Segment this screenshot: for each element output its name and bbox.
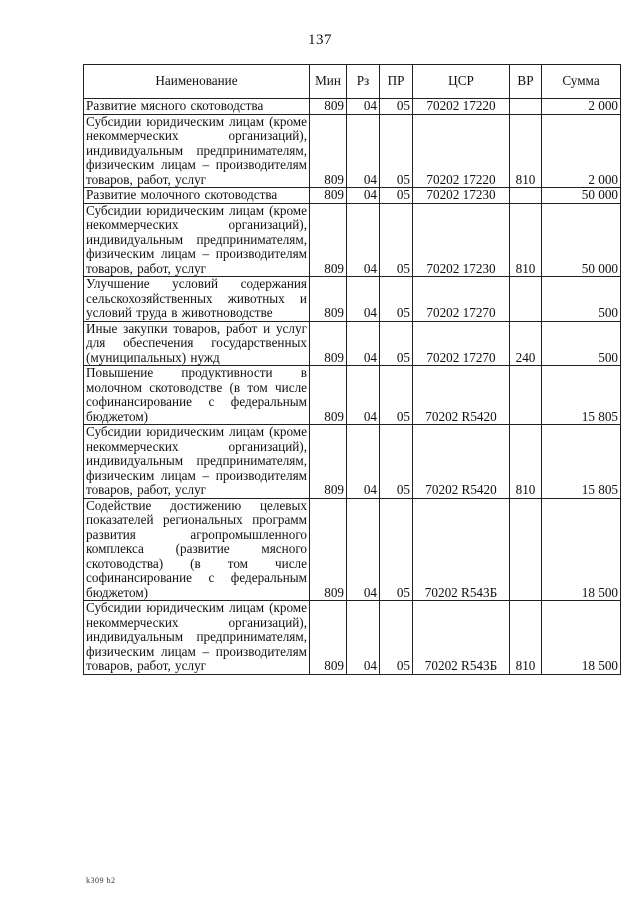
row-csr: 70202 17270 <box>413 321 510 366</box>
row-vr <box>510 188 542 204</box>
page-number: 137 <box>308 32 332 48</box>
row-vr: 810 <box>510 601 542 675</box>
row-min: 809 <box>310 277 347 322</box>
row-pr: 05 <box>380 114 413 188</box>
row-csr: 70202 17270 <box>413 277 510 322</box>
row-csr: 70202 17220 <box>413 99 510 115</box>
row-rz: 04 <box>347 498 380 601</box>
row-rz: 04 <box>347 366 380 425</box>
row-rz: 04 <box>347 203 380 277</box>
row-pr: 05 <box>380 321 413 366</box>
row-rz: 04 <box>347 425 380 499</box>
row-name: Содействие достижению целевых показателей региональных программ развития агропромышленного комплекса (развитие мясного скотоводства) (в том числе софинансирование с федеральным бюджетом) <box>84 498 310 601</box>
footer-code: k309 b2 <box>86 876 116 885</box>
table-row <box>84 188 621 204</box>
row-csr: 70202 R5420 <box>413 425 510 499</box>
header-rz: Рз <box>347 65 380 99</box>
row-sum: 18 500 <box>542 601 621 675</box>
row-sum: 18 500 <box>542 498 621 601</box>
row-vr <box>510 99 542 115</box>
header-vr: ВР <box>510 65 542 99</box>
row-vr <box>510 498 542 601</box>
row-rz: 04 <box>347 99 380 115</box>
row-pr: 05 <box>380 188 413 204</box>
row-name: Субсидии юридическим лицам (кроме некоммерческих организаций), индивидуальным предпринимателям, физическим лицам – производителям товаров, работ, услуг <box>84 203 310 277</box>
row-vr: 810 <box>510 425 542 499</box>
table-row <box>84 321 621 366</box>
row-sum: 50 000 <box>542 188 621 204</box>
row-vr: 240 <box>510 321 542 366</box>
row-rz: 04 <box>347 321 380 366</box>
row-csr: 70202 R543Б <box>413 498 510 601</box>
row-rz: 04 <box>347 114 380 188</box>
row-min: 809 <box>310 425 347 499</box>
row-pr: 05 <box>380 203 413 277</box>
row-min: 809 <box>310 498 347 601</box>
row-name: Улучшение условий содержания сельскохозяйственных животных и условий труда в животноводстве <box>84 277 310 322</box>
row-min: 809 <box>310 188 347 204</box>
row-min: 809 <box>310 203 347 277</box>
row-min: 809 <box>310 99 347 115</box>
row-pr: 05 <box>380 425 413 499</box>
row-rz: 04 <box>347 601 380 675</box>
row-pr: 05 <box>380 366 413 425</box>
row-min: 809 <box>310 366 347 425</box>
row-name: Развитие молочного скотоводства <box>84 188 310 204</box>
row-csr: 70202 17220 <box>413 114 510 188</box>
header-sum: Сумма <box>542 65 621 99</box>
row-name: Иные закупки товаров, работ и услуг для обеспечения государственных (муниципальных) нужд <box>84 321 310 366</box>
table-row <box>84 366 621 425</box>
row-csr: 70202 17230 <box>413 203 510 277</box>
header-min: Мин <box>310 65 347 99</box>
header-name: Наименование <box>84 65 310 99</box>
table-row <box>84 277 621 322</box>
row-pr: 05 <box>380 99 413 115</box>
row-name: Субсидии юридическим лицам (кроме некоммерческих организаций), индивидуальным предпринимателям, физическим лицам – производителям товаров, работ, услуг <box>84 425 310 499</box>
table-header-row <box>84 65 621 99</box>
header-csr: ЦСР <box>413 65 510 99</box>
row-sum: 2 000 <box>542 114 621 188</box>
header-pr: ПР <box>380 65 413 99</box>
row-pr: 05 <box>380 601 413 675</box>
table-row <box>84 203 621 277</box>
table-row <box>84 99 621 115</box>
row-min: 809 <box>310 114 347 188</box>
row-name: Субсидии юридическим лицам (кроме некоммерческих организаций), индивидуальным предпринимателям, физическим лицам – производителям товаров, работ, услуг <box>84 114 310 188</box>
table-row <box>84 425 621 499</box>
row-name: Повышение продуктивности в молочном скотоводстве (в том числе софинансирование с федеральным бюджетом) <box>84 366 310 425</box>
row-csr: 70202 R5420 <box>413 366 510 425</box>
row-name: Субсидии юридическим лицам (кроме некоммерческих организаций), индивидуальным предпринимателям, физическим лицам – производителям товаров, работ, услуг <box>84 601 310 675</box>
row-min: 809 <box>310 321 347 366</box>
table-row <box>84 498 621 601</box>
row-sum: 15 805 <box>542 366 621 425</box>
row-rz: 04 <box>347 188 380 204</box>
budget-table <box>83 64 621 675</box>
row-name: Развитие мясного скотоводства <box>84 99 310 115</box>
row-vr: 810 <box>510 203 542 277</box>
row-pr: 05 <box>380 277 413 322</box>
row-sum: 15 805 <box>542 425 621 499</box>
table-row <box>84 601 621 675</box>
row-min: 809 <box>310 601 347 675</box>
row-vr <box>510 277 542 322</box>
row-vr: 810 <box>510 114 542 188</box>
row-pr: 05 <box>380 498 413 601</box>
row-sum: 500 <box>542 321 621 366</box>
row-sum: 500 <box>542 277 621 322</box>
row-csr: 70202 R543Б <box>413 601 510 675</box>
row-vr <box>510 366 542 425</box>
table-row <box>84 114 621 188</box>
row-csr: 70202 17230 <box>413 188 510 204</box>
row-sum: 2 000 <box>542 99 621 115</box>
row-sum: 50 000 <box>542 203 621 277</box>
row-rz: 04 <box>347 277 380 322</box>
